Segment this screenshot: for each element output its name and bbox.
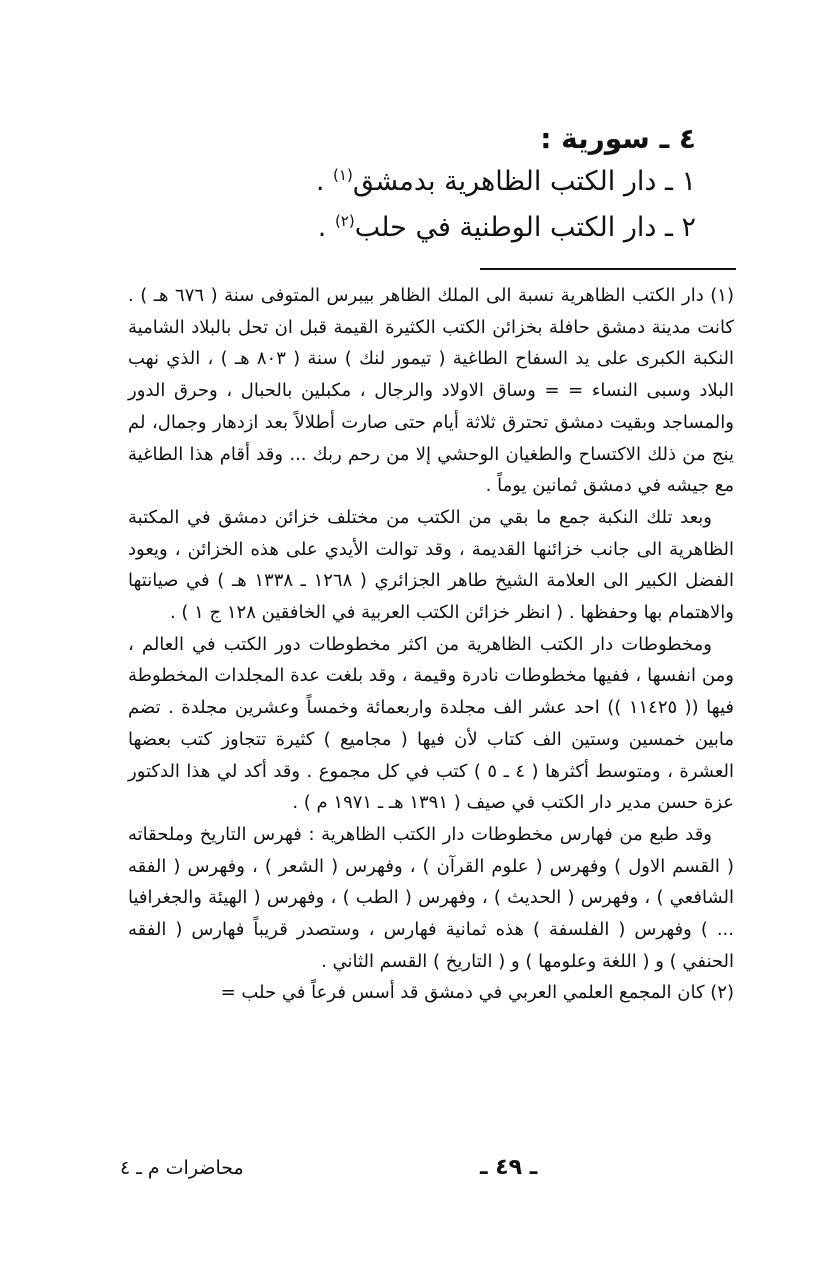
page-footer (120, 1148, 716, 1188)
footnote-1-paragraph-3: ومخطوطات دار الكتب الظاهرية من اكثر مخطوطات دور الكتب في العالم ، ومن انفسها ، ففيها مخطوطات نادرة وقيمة ، وقد بلغت عدة المجلدات المخطوطة فيها (( ١١٤٢٥ )) احد عشر الف مجلدة واربعمائة وخمساً وعشرين مجلدة . تضم مابين خمسين وستين الف كتاب لأن فيها ( مجاميع ) كثيرة تتجاوز كتب بعضها العشرة ، ومتوسط أكثرها ( ٤ ـ ٥ ) كتب في كل مجموع . وقد أكد لي هذا الدكتور عزة حسن مدير دار الكتب في صيف ( ١٣٩١ هـ ـ ١٩٧١ م ) . (128, 633, 734, 814)
footnote-ref: (١) (333, 166, 353, 184)
footnote-1: (١) دار الكتب الظاهرية نسبة الى الملك الظاهر بيبرس المتوفى سنة ( ٦٧٦ هـ ) . كانت مدينة دمشق حافلة بخزائن الكتب الكثيرة القيمة قبل ان تحل بالبلاد الشامية النكبة الكبرى على يد السفاح الطاغية ( تيمور لنك ) سنة ( ٨٠٣ هـ ) ، الذي نهب البلاد وسبى النساء = = وساق الاولاد والرجال ، مكبلين بالحبال ، وحرق الدور والمساجد وبقيت دمشق تحترق ثلاثة أيام حتى صارت أطلالاً بعد ازدهار وجمال، لم ينج من ذلك الاكتساح والطغيان الوحشي إلا من رحم ربك ... وقد أقام هذا الطاغية مع جيشه في دمشق ثمانين يوماً . (128, 285, 734, 497)
page-number: ـ ٤٩ ـ (480, 1155, 538, 1180)
signature-mark: محاضرات م ـ ٤ (120, 1157, 244, 1179)
list-item-text: ١ ـ دار الكتب الظاهرية بدمشق (352, 166, 696, 197)
footnote-1-paragraph-4: وقد طبع من فهارس مخطوطات دار الكتب الظاهرية : فهرس التاريخ وملحقاته ( القسم الاول ) وفهرس ( علوم القرآن ) ، وفهرس ( الشعر ) ، وفهرس ( الفقه الشافعي ) ، وفهرس ( الحديث ) ، وفهرس ( الطب ) ، وفهرس ( الهيئة والجغرافيا ... ) وفهرس ( الفلسفة ) هذه ثمانية فهارس ، وستصدر قريباً فهارس ( الفقه الحنفي ) و ( اللغة وعلومها ) و ( التاريخ ) القسم الثاني . (128, 823, 734, 972)
list-item-text: ٢ ـ دار الكتب الوطنية في حلب (354, 212, 696, 243)
footnote-1-paragraph-2: وبعد تلك النكبة جمع ما بقي من الكتب من مختلف خزائن دمشق في المكتبة الظاهرية الى جانب خزائنها القديمة ، وقد توالت الأيدي على هذه الخزائن ، ويعود الفضل الكبير الى العلامة الشيخ طاهر الجزائري ( ١٢٦٨ ـ ١٣٣٨ هـ ) في صيانتها والاهتمام بها وحفظها . ( انظر خزائن الكتب العربية في الخافقين ١٢٨ ج ١ ) . (128, 506, 734, 624)
footnote-2: (٢) كان المجمع العلمي العربي في دمشق قد أسس فرعاً في حلب = (220, 982, 734, 1004)
footnote-ref: (٢) (334, 212, 355, 230)
section-heading: ٤ ـ سورية : (540, 122, 696, 155)
footnote-separator (480, 268, 736, 270)
footnotes (128, 280, 734, 1009)
list-item-end: . (317, 212, 335, 243)
list-item-damascus-library (136, 162, 696, 202)
list-item-aleppo-library (136, 208, 696, 248)
list-item-end: . (315, 166, 334, 197)
